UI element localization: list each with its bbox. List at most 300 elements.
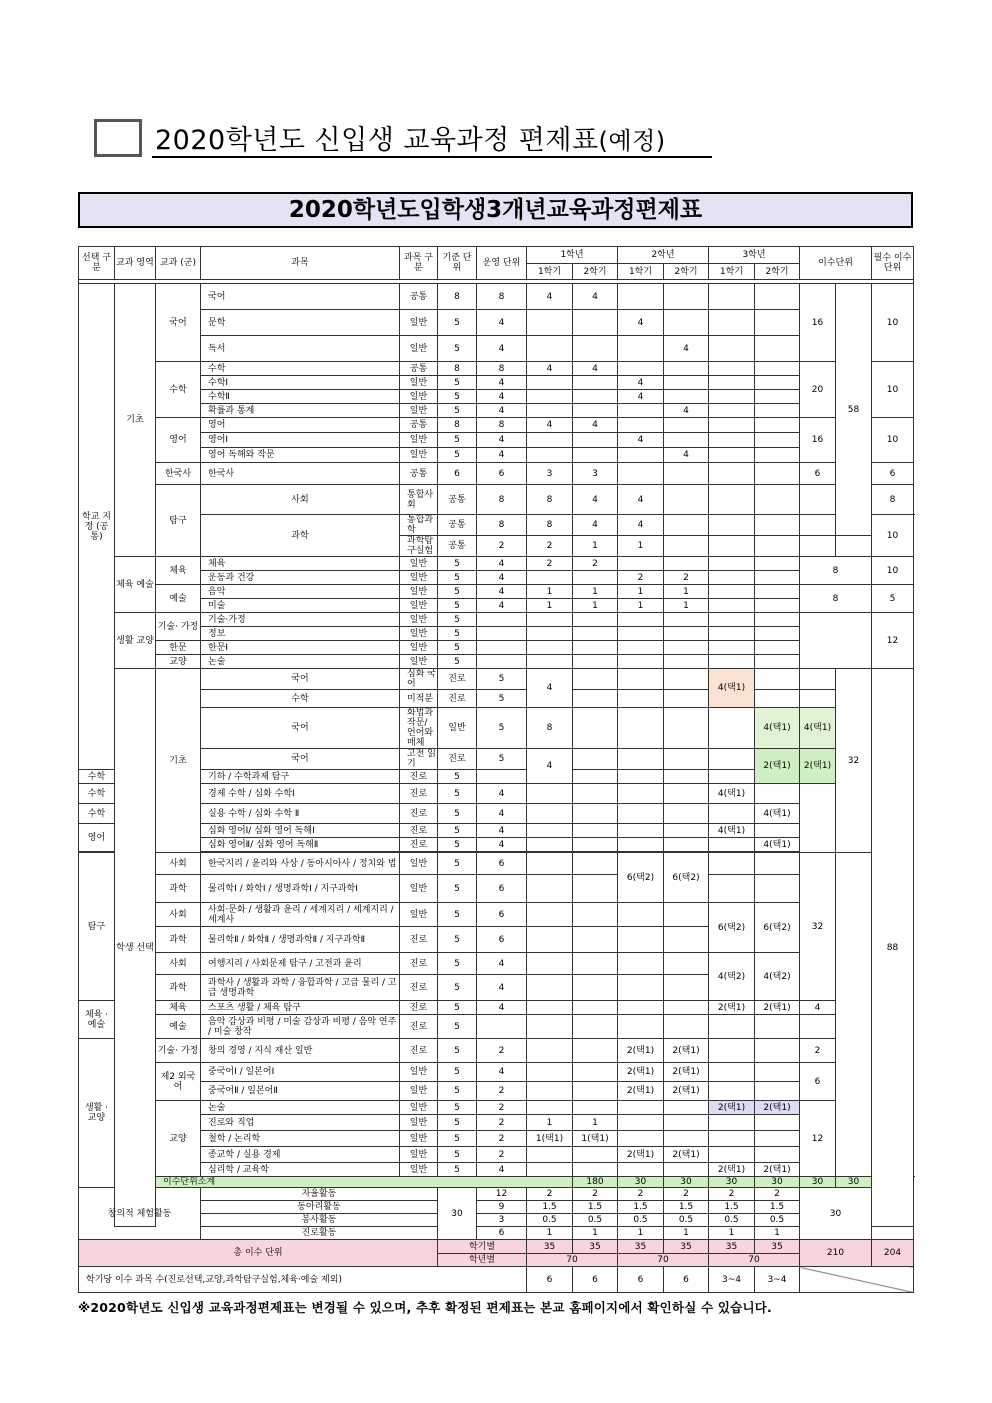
credit: 20 — [800, 362, 836, 418]
subject: 확률과 통계 — [201, 404, 400, 418]
cell: 5 — [438, 927, 477, 953]
creative-label: 창의적 체험활동 — [79, 1188, 201, 1240]
cell: 5 — [438, 336, 477, 362]
cell: 2 — [709, 1188, 755, 1201]
cell: 1.5 — [618, 1201, 664, 1214]
cell: 8 — [527, 485, 573, 515]
cell: 2 — [477, 1039, 527, 1063]
choice-cell: 2(택1) — [664, 1082, 709, 1101]
credit: 8 — [800, 585, 872, 613]
cell: 8 — [477, 485, 527, 515]
cell: 4 — [477, 804, 527, 824]
activity-row — [79, 1227, 914, 1240]
subject: 수학 — [201, 362, 400, 376]
subject: 실용 수학 / 심화 수학 Ⅱ — [201, 804, 400, 824]
count-row — [79, 1267, 914, 1293]
cell: 6 — [664, 1267, 709, 1293]
credit: 12 — [800, 1101, 836, 1177]
table-row — [79, 336, 914, 362]
cell: 180 — [573, 1177, 618, 1188]
cell: 0.5 — [709, 1214, 755, 1227]
type: 공통 — [400, 418, 438, 433]
subject: 여행지리 / 사회문제 탐구 / 고전과 윤리 — [201, 953, 400, 975]
cell: 3 — [527, 463, 573, 485]
cell: 6 — [573, 1267, 618, 1293]
table-row — [79, 362, 914, 376]
cell: 4 — [573, 515, 618, 536]
cell: 5 — [438, 655, 477, 669]
choice-cell: 4(택1) — [709, 824, 755, 838]
cell: 35 — [573, 1240, 618, 1254]
group-korhist: 한국사 — [156, 463, 201, 485]
choice-cell: 4(택1) — [800, 708, 836, 749]
type: 일반 — [400, 641, 438, 655]
col-year1: 1학년 — [527, 247, 618, 264]
cell: 2 — [477, 1101, 527, 1115]
cell: 1 — [527, 599, 573, 613]
group: 과학 — [156, 927, 201, 953]
table-row — [79, 557, 914, 571]
cell: 5 — [438, 770, 477, 784]
choice-cell: 2(택1) — [618, 1147, 664, 1163]
credit: 10 — [872, 515, 914, 557]
cell: 2 — [527, 1188, 573, 1201]
cell: 4 — [527, 749, 573, 784]
type: 공통 — [438, 536, 477, 557]
subject: 통합사회 — [400, 485, 438, 515]
cell: 5 — [438, 599, 477, 613]
subject: 논술 — [201, 655, 400, 669]
cell: 2 — [664, 1188, 709, 1201]
cell: 1 — [573, 585, 618, 599]
group: 제2 외국어 — [156, 1063, 201, 1101]
group: 기술· 가정 — [156, 1039, 201, 1063]
type: 일반 — [400, 599, 438, 613]
activity-row — [79, 1188, 914, 1201]
group: 과학 — [156, 975, 201, 1001]
credit: 6 — [800, 1063, 836, 1101]
subject: 화법과 작문/언어와 매체 — [400, 708, 438, 749]
group: 수학 — [79, 784, 115, 804]
total-row — [79, 1240, 914, 1254]
col-credits: 이수단위 — [800, 247, 872, 280]
cell: 1 — [664, 1227, 709, 1240]
subject: 논술 — [201, 1101, 400, 1115]
type: 일반 — [400, 1131, 438, 1147]
choice-cell: 2(택1) — [755, 1001, 800, 1015]
table-row — [79, 690, 914, 708]
table-row — [79, 404, 914, 418]
table-row — [79, 824, 914, 838]
table-row — [79, 284, 914, 310]
group-english: 영어 — [156, 418, 201, 463]
cell: 4 — [477, 571, 527, 585]
choice-cell: 6(택2) — [755, 903, 800, 953]
subject: 물리학Ⅱ / 화학Ⅱ / 생명과학Ⅱ / 지구과학Ⅱ — [201, 927, 400, 953]
type: 일반 — [400, 1063, 438, 1082]
cell: 4 — [477, 784, 527, 804]
table-row — [79, 1015, 914, 1039]
credit: 8 — [800, 557, 872, 585]
cell: 6 — [477, 853, 527, 875]
cell: 4 — [477, 824, 527, 838]
cell: 4 — [477, 376, 527, 390]
activity-name: 동아리활동 — [201, 1201, 438, 1214]
cell: 4 — [477, 838, 527, 852]
table-row — [79, 1163, 914, 1177]
choice-cell: 2(택1) — [709, 1101, 755, 1115]
subtotal-row — [79, 1177, 914, 1188]
table-row — [79, 390, 914, 404]
cell: 5 — [438, 613, 477, 627]
cell: 6 — [477, 927, 527, 953]
cell: 2 — [477, 1131, 527, 1147]
cell: 4 — [477, 557, 527, 571]
cell: 5 — [438, 1131, 477, 1147]
cell: 30 — [618, 1177, 664, 1188]
group: 국어 — [201, 708, 400, 749]
table-row — [79, 613, 914, 627]
type: 진로 — [438, 749, 477, 770]
subject: 심화 영어Ⅰ/ 심화 영어 독해Ⅰ — [201, 824, 400, 838]
type: 공통 — [438, 485, 477, 515]
type: 일반 — [438, 708, 477, 749]
credit-total: 88 — [872, 669, 914, 1227]
cell: 35 — [664, 1240, 709, 1254]
cell: 5 — [438, 1082, 477, 1101]
sem: 1학기 — [618, 264, 664, 280]
cell: 4 — [477, 433, 527, 448]
cell: 1 — [573, 536, 618, 557]
cell: 1 — [755, 1227, 800, 1240]
page-title: 2020학년도 신입생 교육과정 편제표(예정) — [155, 125, 666, 156]
sem: 1학기 — [709, 264, 755, 280]
cell: 4 — [527, 362, 573, 376]
choice-cell: 2(택1) — [618, 1039, 664, 1063]
cell: 0.5 — [755, 1214, 800, 1227]
cell: 5 — [438, 824, 477, 838]
required: 10 — [872, 284, 914, 362]
cell: 5 — [438, 1163, 477, 1177]
cell: 2 — [477, 536, 527, 557]
required: 10 — [872, 557, 914, 585]
curriculum-table — [78, 246, 914, 1293]
col-required: 필수 이수 단위 — [872, 247, 914, 280]
cell: 2 — [477, 1082, 527, 1101]
type: 일반 — [400, 1101, 438, 1115]
subject: 경제 수학 / 심화 수학Ⅰ — [201, 784, 400, 804]
cell: 4 — [477, 953, 527, 975]
cell: 6 — [477, 1227, 527, 1240]
group: 국어 — [201, 669, 400, 690]
type: 일반 — [400, 627, 438, 641]
cell: 4 — [573, 485, 618, 515]
cell: 8 — [438, 362, 477, 376]
cell: 4 — [618, 376, 664, 390]
area-pe-art: 체육 · 예술 — [79, 1001, 115, 1039]
cell: 5 — [438, 404, 477, 418]
credit: 16 — [800, 418, 836, 463]
cell: 1 — [527, 1115, 573, 1131]
cell: 4 — [618, 433, 664, 448]
col-choice: 선택 구분 — [79, 247, 115, 280]
activity-row — [79, 1201, 914, 1214]
subject: 수학Ⅰ — [201, 376, 400, 390]
cell: 4 — [477, 336, 527, 362]
credit: 2 — [800, 1039, 836, 1063]
cell: 5 — [438, 1115, 477, 1131]
cell: 4 — [527, 284, 573, 310]
cell: 30 — [664, 1177, 709, 1188]
type: 진로 — [400, 927, 438, 953]
choice-cell: 2(택1) — [664, 1147, 709, 1163]
required: 6 — [872, 463, 914, 485]
type: 일반 — [400, 1147, 438, 1163]
activity-name: 진로활동 — [201, 1227, 438, 1240]
choice-cell: 1(택1) — [527, 1131, 573, 1147]
cell: 70 — [618, 1254, 709, 1267]
cell: 5 — [438, 557, 477, 571]
cell: 1.5 — [573, 1201, 618, 1214]
col-year2: 2학년 — [618, 247, 709, 264]
cell: 1.5 — [755, 1201, 800, 1214]
required: 12 — [872, 613, 914, 669]
table-title: 2020학년도입학생3개년교육과정편제표 — [78, 192, 913, 228]
subject: 중국어Ⅱ / 일본어Ⅱ — [201, 1082, 400, 1101]
area-life: 생활 교양 — [115, 613, 156, 669]
subject: 운동과 건강 — [201, 571, 400, 585]
choice-cell: 4(택1) — [755, 838, 800, 852]
type: 진로 — [400, 1039, 438, 1063]
cell: 2 — [527, 536, 573, 557]
type: 일반 — [400, 376, 438, 390]
area-basic: 기초 — [115, 284, 156, 557]
cell: 5 — [438, 838, 477, 852]
cell: 1 — [573, 599, 618, 613]
subject: 심화 영어Ⅱ/ 심화 영어 독해Ⅱ — [201, 838, 400, 852]
cell: 30 — [800, 1177, 836, 1188]
credit: 4 — [800, 1001, 836, 1015]
table-row — [79, 838, 914, 852]
col-area: 교과 영역 — [115, 247, 156, 280]
group: 영어 — [79, 824, 115, 852]
cell: 6 — [618, 1267, 664, 1293]
choice-cell: 4(택1) — [755, 804, 800, 824]
type: 진로 — [400, 824, 438, 838]
cell: 5 — [438, 1001, 477, 1015]
choice-cell: 2(택1) — [618, 1063, 664, 1082]
credit: 32 — [800, 853, 836, 1001]
group-hanmun: 한문 — [156, 641, 201, 655]
type: 공통 — [400, 362, 438, 376]
table-row — [79, 448, 914, 463]
subject: 철학 / 논리학 — [201, 1131, 400, 1147]
col-type: 과목 구분 — [400, 247, 438, 280]
table-row — [79, 585, 914, 599]
subject: 체육 — [201, 557, 400, 571]
subject: 고전 읽기 — [400, 749, 438, 770]
cell: 30 — [800, 1188, 872, 1240]
cell: 5 — [438, 804, 477, 824]
group-culture: 교양 — [156, 655, 201, 669]
cell: 5 — [438, 953, 477, 975]
cell: 5 — [438, 1063, 477, 1082]
title-checkbox — [94, 119, 142, 157]
cell: 5 — [438, 585, 477, 599]
group: 사회 — [156, 953, 201, 975]
area-life: 생활 · 교양 — [79, 1039, 115, 1188]
group-social: 사회 — [201, 485, 400, 515]
cell: 5 — [438, 1147, 477, 1163]
subject: 심화 국어 — [400, 669, 438, 690]
type: 일반 — [400, 557, 438, 571]
table-row — [79, 1039, 914, 1063]
cell: 4 — [664, 404, 709, 418]
type: 진로 — [400, 804, 438, 824]
cell: 35 — [755, 1240, 800, 1254]
credit-total: 58 — [836, 284, 872, 536]
page-title-suffix: (예정) — [598, 127, 666, 155]
cell: 5 — [477, 669, 527, 690]
cell: 8 — [477, 418, 527, 433]
cell: 4 — [477, 599, 527, 613]
required: 10 — [872, 418, 914, 463]
type: 진로 — [400, 1015, 438, 1039]
cell: 4 — [618, 390, 664, 404]
cell: 2 — [477, 1115, 527, 1131]
total-label: 총 이수 단위 — [79, 1240, 438, 1267]
sem: 2학기 — [573, 264, 618, 280]
table-row — [79, 1001, 914, 1015]
cell: 1 — [573, 1227, 618, 1240]
type: 일반 — [400, 404, 438, 418]
cell: 5 — [438, 627, 477, 641]
count-label: 학기당 이수 과목 수(진로선택,교양,과학탐구실험,체육·예술 제외) — [79, 1267, 527, 1293]
group: 예술 — [156, 1015, 201, 1039]
choice-cell: 2(택1) — [618, 1082, 664, 1101]
cell: 5 — [438, 1101, 477, 1115]
type: 진로 — [400, 953, 438, 975]
cell: 1 — [664, 599, 709, 613]
subject: 정보 — [201, 627, 400, 641]
type: 일반 — [400, 448, 438, 463]
cell: 1 — [573, 1115, 618, 1131]
group-school: 학교 지정 (공통) — [79, 284, 115, 770]
col-base-units: 기준 단위 — [438, 247, 477, 280]
cell: 4 — [573, 362, 618, 376]
choice-cell: 2(택1) — [709, 1163, 755, 1177]
credit: 16 — [800, 284, 836, 362]
type: 일반 — [400, 1163, 438, 1177]
group-math: 수학 — [156, 362, 201, 418]
credit: 32 — [836, 669, 872, 853]
type: 일반 — [400, 1115, 438, 1131]
area-explore: 탐구 — [156, 485, 201, 557]
cell: 2 — [573, 1188, 618, 1201]
subject: 진로와 직업 — [201, 1115, 400, 1131]
table-row — [79, 433, 914, 448]
group: 과학 — [156, 875, 201, 903]
cell: 5 — [477, 749, 527, 770]
subject: 영어Ⅰ — [201, 433, 400, 448]
choice-cell: 2(택1) — [800, 749, 836, 784]
subject: 중국어Ⅰ / 일본어Ⅰ — [201, 1063, 400, 1082]
subject: 종교학 / 실용 경제 — [201, 1147, 400, 1163]
cell: 5 — [438, 853, 477, 875]
cell: 1 — [527, 1227, 573, 1240]
cell: 5 — [438, 875, 477, 903]
cell: 4 — [477, 448, 527, 463]
table-row — [79, 655, 914, 669]
table-row — [79, 571, 914, 585]
table-row — [79, 1082, 914, 1101]
type: 일반 — [400, 613, 438, 627]
subject: 수학Ⅱ — [201, 390, 400, 404]
diagonal-cell — [800, 1267, 914, 1293]
sem: 2학기 — [755, 264, 800, 280]
type: 진로 — [400, 975, 438, 1001]
cell: 35 — [709, 1240, 755, 1254]
type: 일반 — [400, 1082, 438, 1101]
type: 일반 — [400, 571, 438, 585]
col-year3: 3학년 — [709, 247, 800, 264]
type: 진로 — [438, 669, 477, 690]
type: 진로 — [400, 784, 438, 804]
subject: 스포츠 생활 / 체육 탐구 — [201, 1001, 400, 1015]
cell: 30 — [438, 1188, 477, 1240]
table-row — [79, 903, 914, 927]
col-group: 교과 (군) — [156, 247, 201, 280]
table-row — [79, 376, 914, 390]
cell: 4 — [477, 585, 527, 599]
subject: 문학 — [201, 310, 400, 336]
subject: 창의 경영 / 지식 재산 일반 — [201, 1039, 400, 1063]
type: 진로 — [400, 838, 438, 852]
subject: 한국사 — [201, 463, 400, 485]
cell: 1 — [527, 585, 573, 599]
type: 일반 — [400, 336, 438, 362]
cell: 8 — [527, 515, 573, 536]
cell: 70 — [527, 1254, 618, 1267]
group: 체육 — [156, 1001, 201, 1015]
cell: 4 — [477, 1001, 527, 1015]
subject: 한문Ⅰ — [201, 641, 400, 655]
cell: 1 — [618, 536, 664, 557]
group: 사회 — [156, 903, 201, 927]
cell: 5 — [477, 690, 527, 708]
cell: 30 — [709, 1177, 755, 1188]
choice-cell: 2(택1) — [755, 749, 800, 784]
choice-cell: 4(택1) — [755, 708, 800, 749]
cell: 2 — [618, 571, 664, 585]
credit: 8 — [872, 485, 914, 515]
subject: 미술 — [201, 599, 400, 613]
cell: 4 — [477, 390, 527, 404]
per-year-label: 학년별 — [438, 1254, 527, 1267]
table-row — [79, 1063, 914, 1082]
cell: 4 — [477, 975, 527, 1001]
cell: 4 — [573, 418, 618, 433]
cell: 70 — [709, 1254, 800, 1267]
choice-cell: 2(택1) — [709, 1001, 755, 1015]
type: 공통 — [400, 463, 438, 485]
area-pe-art: 체육 예술 — [115, 557, 156, 613]
cell: 5 — [438, 433, 477, 448]
table-row — [79, 641, 914, 655]
cell: 1 — [664, 585, 709, 599]
group-tech: 기술· 가정 — [156, 613, 201, 641]
cell: 4 — [477, 1163, 527, 1177]
